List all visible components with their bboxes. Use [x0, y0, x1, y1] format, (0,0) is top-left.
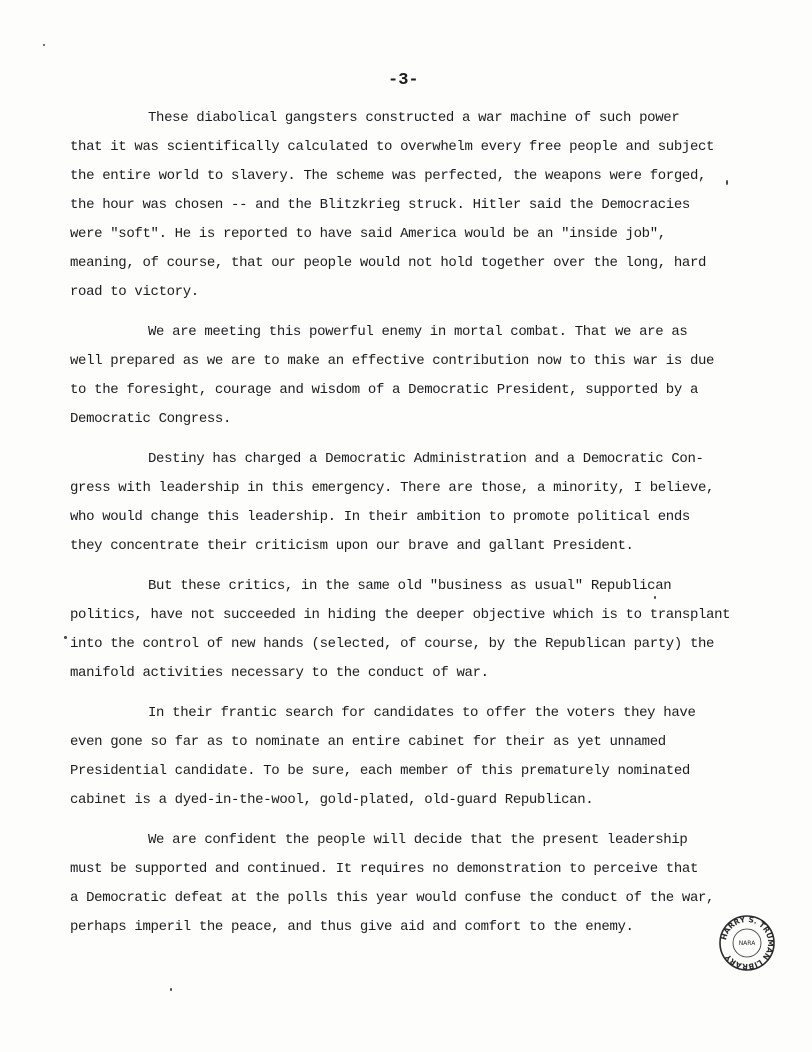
text-line: Democratic Congress.	[70, 411, 232, 427]
paragraph	[70, 699, 750, 815]
stamp-arc-text: HARRY S. TRUMAN LIBRARY	[719, 914, 776, 972]
paragraph	[70, 572, 750, 688]
stamp-seal-icon	[718, 914, 776, 972]
text-line: to the foresight, courage and wisdom of a Democratic President, supported by a	[70, 382, 699, 398]
page-number: -3-	[388, 71, 419, 90]
text-line: Presidential candidate. To be sure, each member of this prematurely nominated	[70, 763, 690, 779]
text-line: manifold activities necessary to the conduct of war.	[70, 665, 489, 681]
paper-speck	[43, 44, 45, 46]
library-stamp	[718, 914, 776, 972]
text-line: a Democratic defeat at the polls this year would confuse the conduct of the war,	[70, 890, 715, 906]
text-line: Destiny has charged a Democratic Administration and a Democratic Con-	[148, 451, 704, 467]
text-line: politics, have not succeeded in hiding the deeper objective which is to transplant	[70, 607, 731, 623]
paragraph	[70, 445, 750, 561]
paper-speck	[170, 988, 172, 991]
speech-text	[70, 104, 750, 953]
text-line: into the control of new hands (selected, of course, by the Republican party) the	[70, 636, 715, 652]
text-line: were "soft". He is reported to have said America would be an "inside job",	[70, 226, 666, 242]
text-line: cabinet is a dyed-in-the-wool, gold-plated, old-guard Republican.	[70, 792, 594, 808]
paragraph	[70, 104, 750, 307]
text-line: meaning, of course, that our people would not hold together over the long, hard	[70, 255, 707, 271]
text-line: We are confident the people will decide that the present leadership	[148, 832, 688, 848]
text-line: must be supported and continued. It requires no demonstration to perceive that	[70, 861, 699, 877]
text-line: the entire world to slavery. The scheme was perfected, the weapons were forged,	[70, 168, 707, 184]
text-line: the hour was chosen -- and the Blitzkrieg struck. Hitler said the Democracies	[70, 197, 690, 213]
text-line: gress with leadership in this emergency. There are those, a minority, I believe,	[70, 480, 715, 496]
text-line: perhaps imperil the peace, and thus give aid and comfort to the enemy.	[70, 919, 634, 935]
paper-speck	[654, 596, 656, 599]
text-line: In their frantic search for candidates to offer the voters they have	[148, 705, 696, 721]
paper-speck	[726, 180, 728, 185]
paper-speck	[64, 636, 67, 639]
text-line: well prepared as we are to make an effective contribution now to this war is due	[70, 353, 715, 369]
text-line: These diabolical gangsters constructed a war machine of such power	[148, 110, 680, 126]
text-line: But these critics, in the same old "business as usual" Republican	[148, 578, 672, 594]
text-line: We are meeting this powerful enemy in mortal combat. That we are as	[148, 324, 688, 340]
text-line: that it was scientifically calculated to overwhelm every free people and subject	[70, 139, 715, 155]
paragraph	[70, 826, 750, 942]
text-line: who would change this leadership. In their ambition to promote political ends	[70, 509, 690, 525]
text-line: even gone so far as to nominate an entire cabinet for their as yet unnamed	[70, 734, 666, 750]
paragraph	[70, 318, 750, 434]
text-line: they concentrate their criticism upon our brave and gallant President.	[70, 538, 634, 554]
text-line: road to victory.	[70, 284, 199, 300]
stamp-center-text: NARA	[738, 940, 756, 947]
